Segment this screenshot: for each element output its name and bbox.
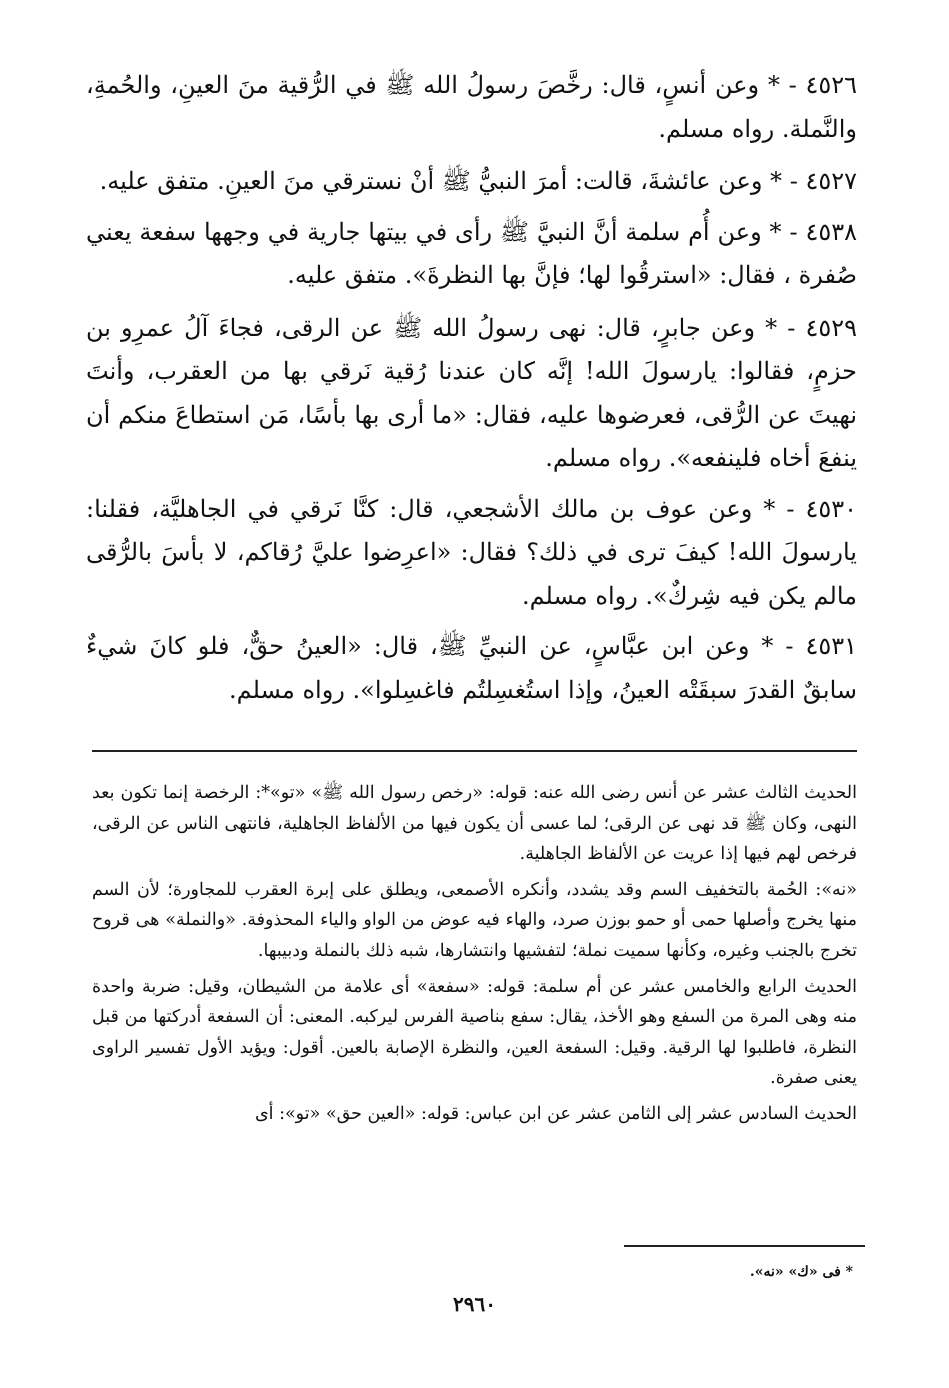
hadith-4527: ٤٥٢٧ - * وعن عائشةَ، قالت: أمرَ النبيُّ ﷺ أنْ نسترقي منَ العينِ. متفق عليه.: [99, 167, 857, 195]
commentary-paragraph: «نه»: الحُمة بالتخفيف السم وقد يشدد، وأنكره الأصمعى، ويطلق على إبرة العقرب للمجاورة؛ لأن السم منها يخرج وأصلها حمى أو حمو بوزن صرد، والهاء فيه عوض من الواو والياء المحذوفة. «والنملة» هى قروح تخرج بالجنب وغيره، وكأنها سميت نملة؛ لتفشيها وانتشارها، شبه ذلك بالنملة ودبيبها.: [92, 879, 857, 961]
hadith-4531: ٤٥٣١ - * وعن ابن عبَّاسٍ، عن النبيِّ ﷺ، قال: «العينُ حقٌّ، فلو كانَ شيءٌ سابقٌ القدرَ سبقَتْه العينُ، وإذا استُغسِلتُم فاغسِلوا». رواه مسلم.: [86, 632, 857, 704]
commentary-paragraph: الحديث الرابع والخامس عشر عن أم سلمة: قوله: «سفعة» أى علامة من الشيطان، وقيل: ضربة واحدة منه وهى المرة من السفع وهو الأخذ، يقال: سفع بناصية الفرس ليركبه. المعنى: أن السفعة أدركتها من قبل النظرة، فاطلبوا لها الرقية. وقيل: السفعة العين، والنظرة الإصابة بالعين. أقول: ويؤيد الأول تفسير الراوى يعنى صفرة.: [92, 976, 857, 1089]
hadith-4530: ٤٥٣٠ - * وعن عوف بن مالك الأشجعي، قال: كنَّا نَرقي في الجاهليَّة، فقلنا: يارسولَ الله! كيفَ ترى في ذلك؟ فقال: «اعرِضوا عليَّ رُقاكم، لا بأسَ بالرُّقى مالم يكن فيه شِركٌ». رواه مسلم.: [86, 494, 858, 610]
page-number: ٢٩٦٠: [453, 1292, 496, 1316]
hadith-section: [86, 64, 857, 719]
commentary-paragraph: الحديث السادس عشر إلى الثامن عشر عن ابن عباس: قوله: «العين حق» «تو»: أى: [254, 1103, 857, 1124]
commentary-section: [92, 778, 857, 1135]
footnote: * فى «ك» «نه».: [749, 1264, 853, 1280]
hadith-4538: ٤٥٣٨ - * وعن أُم سلمة أنَّ النبيَّ ﷺ رأى في بيتها جارية في وجهها سفعة يعني صُفرة ، فقال: «استرقُوا لها؛ فإنَّ بها النظرةَ». متفق عليه.: [86, 217, 857, 289]
section-divider: [92, 750, 857, 752]
hadith-4529: ٤٥٢٩ - * وعن جابرٍ، قال: نهى رسولُ الله ﷺ عن الرقى، فجاءَ آلُ عمرِو بن حزمٍ، فقالوا: يارسولَ الله! إنَّه كان عندنا رُقية نَرقي بها من العقرب، وأنتَ نهيتَ عن الرُّقى، فعرضوها عليه، فقال: «ما أرى بها بأسًا، مَن استطاعَ منكم أن ينفعَ أخاه فلينفعه». رواه مسلم.: [86, 313, 857, 472]
commentary-paragraph: الحديث الثالث عشر عن أنس رضى الله عنه: قوله: «رخص رسول الله ﷺ» «تو»*: الرخصة إنما تكون بعد النهى، وكان ﷺ قد نهى عن الرقى؛ لما عسى أن يكون فيها من الألفاظ الجاهلية، فانتهى الناس عن الرقى، فرخص لهم فيها إذا عريت عن الألفاظ الجاهلية.: [92, 783, 857, 865]
footnote-divider: [624, 1245, 865, 1247]
hadith-4526: ٤٥٢٦ - * وعن أنسٍ، قال: رخَّصَ رسولُ الله ﷺ في الرُّقية منَ العينِ، والحُمةِ، والنَّملة. رواه مسلم.: [86, 71, 857, 143]
